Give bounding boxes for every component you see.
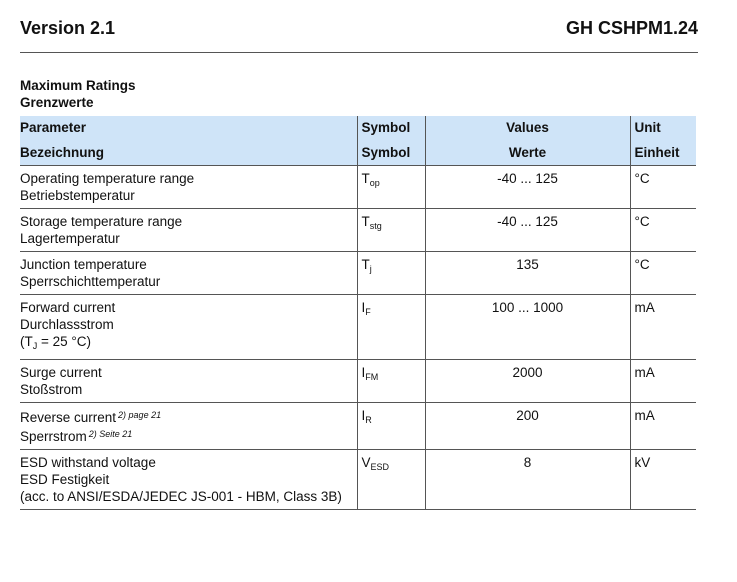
param-cell: Storage temperature range Lagertemperatur — [20, 209, 357, 252]
value-cell: 8 — [425, 450, 630, 510]
unit-cell: mA — [630, 295, 696, 360]
table-row — [20, 209, 696, 252]
symbol-cell: $I_R$ — [357, 403, 425, 450]
param-cell: Surge current Stoßstrom — [20, 360, 357, 403]
param-cell: Junction temperature Sperrschichttemperatur — [20, 252, 357, 295]
maximum-ratings-table — [20, 116, 696, 510]
value-cell: 135 — [425, 252, 630, 295]
value-cell: -40 ... 125 — [425, 209, 630, 252]
table-row — [20, 295, 696, 360]
page-header — [20, 18, 698, 53]
condition-text: (acc. to ANSI/ESDA/JEDEC JS-001 - HBM, Class 3B) — [20, 489, 342, 504]
symbol-cell: $V_{ESD}$ — [357, 450, 425, 510]
value-cell: 2000 — [425, 360, 630, 403]
header-values: Values Werte — [425, 116, 630, 166]
part-number: GH CSHPM1.24 — [565, 18, 698, 38]
section-title-de: Grenzwerte — [20, 95, 94, 110]
header-symbol: Symbol Symbol — [357, 116, 425, 166]
header-unit: Unit Einheit — [630, 116, 696, 166]
table-row — [20, 166, 696, 209]
unit-cell: °C — [630, 252, 696, 295]
table-row — [20, 403, 696, 450]
symbol-cell: $I_F$ — [357, 295, 425, 360]
value-cell: 100 ... 1000 — [425, 295, 630, 360]
unit-cell: °C — [630, 166, 696, 209]
unit-cell: kV — [630, 450, 696, 510]
footnote-ref: 2) Seite 21 — [88, 429, 133, 439]
symbol-cell: $T_{op}$ — [357, 166, 425, 209]
table-row — [20, 252, 696, 295]
value-cell: -40 ... 125 — [425, 166, 630, 209]
symbol-cell: $T_{stg}$ — [357, 209, 425, 252]
condition-text: ($T_J = 25$ °C) — [20, 334, 92, 351]
unit-cell: °C — [630, 209, 696, 252]
unit-cell: mA — [630, 403, 696, 450]
header-parameter: Parameter Bezeichnung — [20, 120, 105, 160]
param-cell: Reverse current $^{2) page 21}$ Sperrstrom $^{2) Seite 21}$ — [20, 403, 357, 450]
param-cell: Operating temperature range Betriebstemperatur — [20, 166, 357, 209]
table-row — [20, 360, 696, 403]
param-cell: ESD withstand voltage ESD Festigkeit (acc. to ANSI/ESDA/JEDEC JS-001 - HBM, Class 3B) — [20, 450, 357, 510]
table-header-row — [20, 116, 696, 166]
table-row — [20, 450, 696, 510]
param-cell: Forward current Durchlassstrom ($T_J = 25$ °C) — [20, 295, 357, 360]
symbol-cell: $I_{FM}$ — [357, 360, 425, 403]
version-label: Version 2.1 — [20, 18, 116, 38]
section-title-en: Maximum Ratings — [20, 78, 136, 93]
symbol-cell: $T_j$ — [357, 252, 425, 295]
footnote-ref: 2) page 21 — [118, 410, 162, 420]
value-cell: 200 — [425, 403, 630, 450]
unit-cell: mA — [630, 360, 696, 403]
section-title — [20, 77, 136, 111]
